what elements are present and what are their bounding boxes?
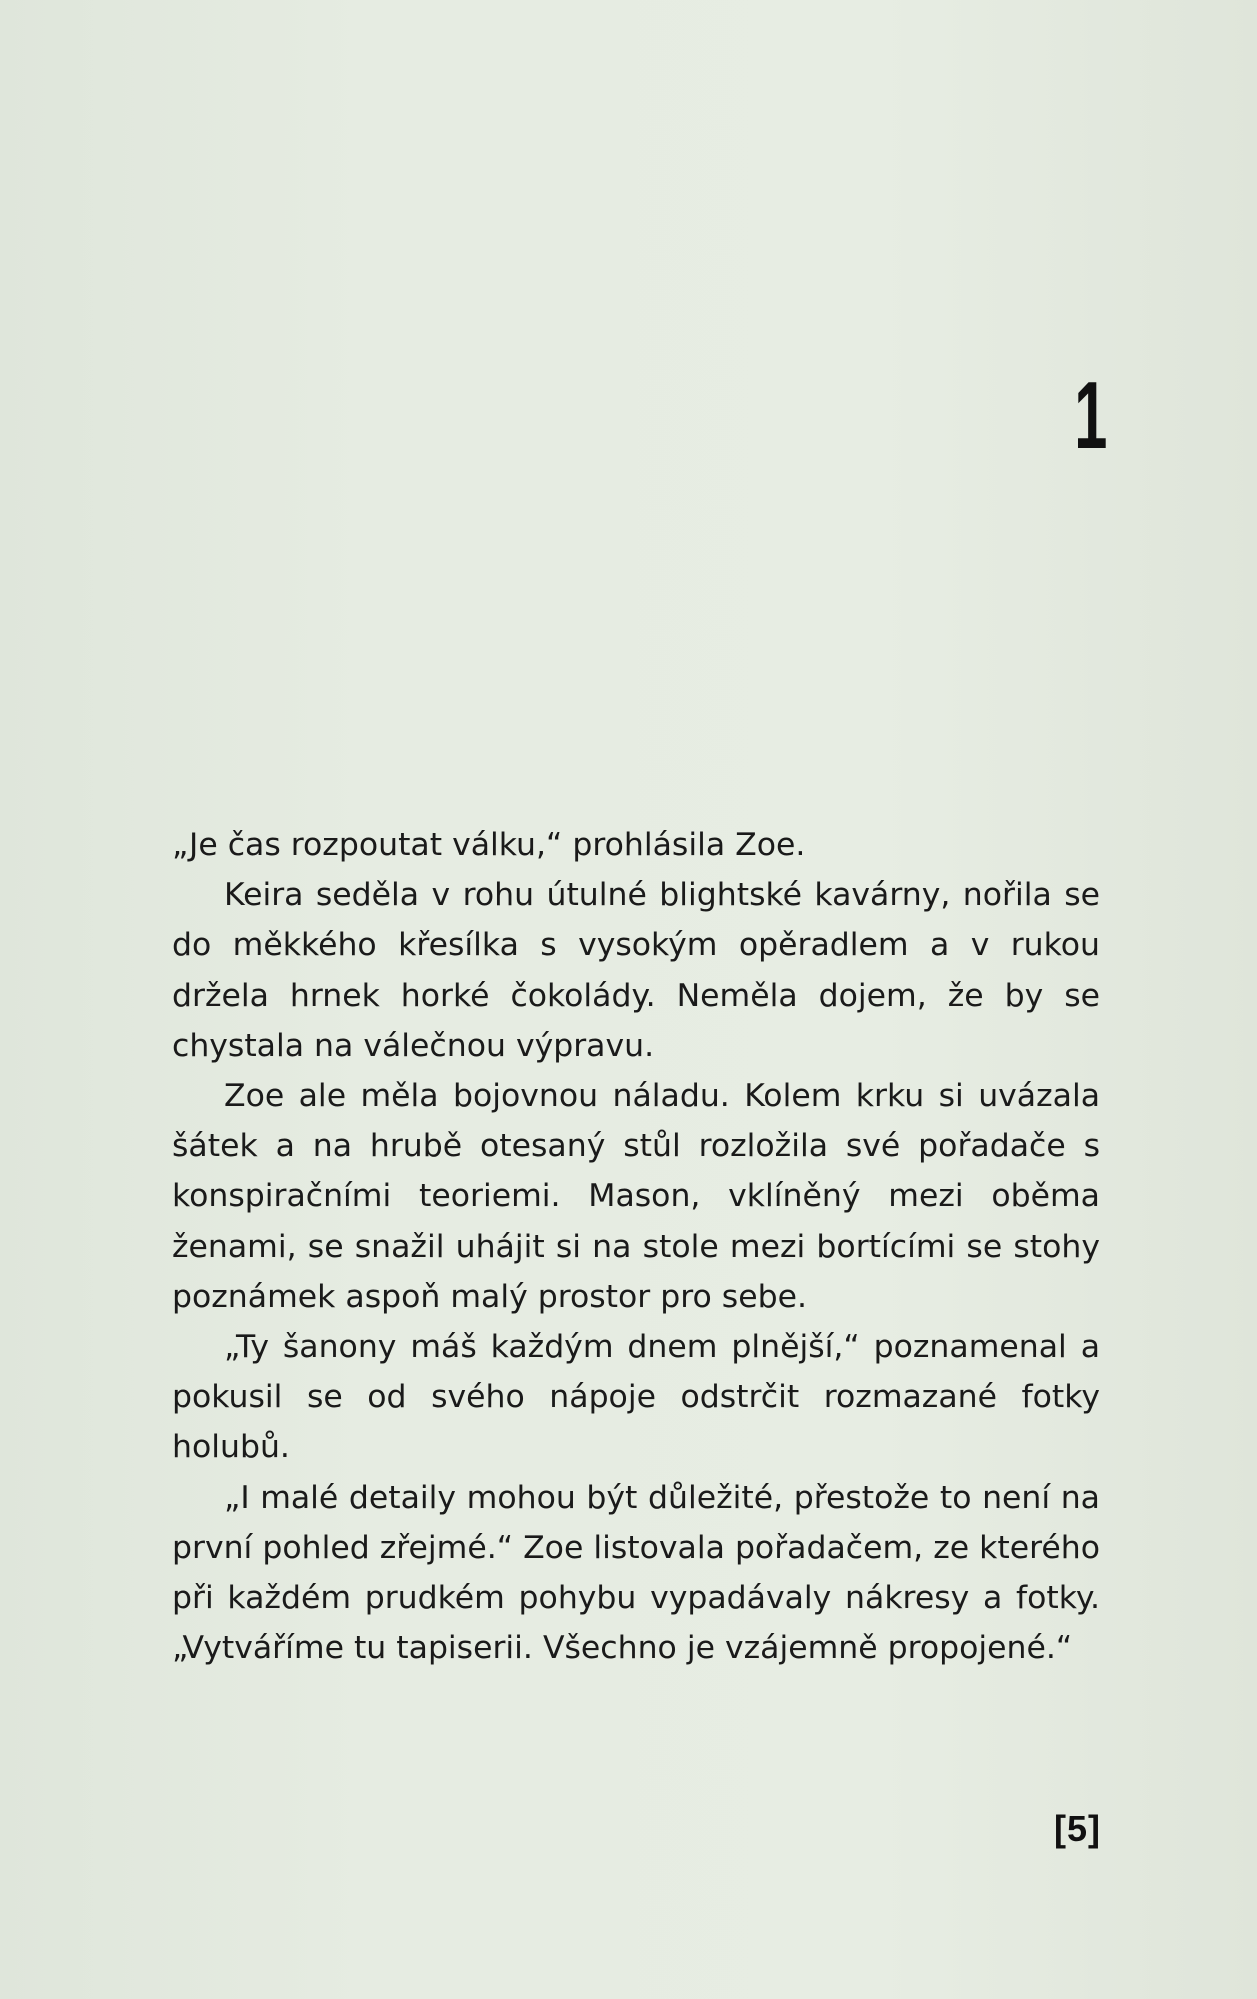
paragraph: „I malé detaily mohou být důležité, přestože to není na první pohled zřejmé.“ Zoe listovala pořadačem, ze kterého při každém prudkém pohybu vypadávaly nákresy a fotky. „Vytváříme tu tapiserii. Všechno je vzájemně propojené.“ xyxy=(172,1479,1100,1667)
paragraph: „Ty šanony máš každým dnem plnější,“ poznamenal a pokusil se od svého nápoje odstrčit rozmazané fotky holubů. xyxy=(172,1329,1100,1466)
chapter-number: 1 xyxy=(1073,362,1107,469)
paragraph: Keira seděla v rohu útulné blightské kavárny, nořila se do měkkého křesílka s vysokým opěradlem a v rukou držela hrnek horké čokolády. Neměla dojem, že by se chystala na válečnou výpravu. xyxy=(172,877,1100,1064)
chapter-body xyxy=(172,820,1100,1673)
page-number: [5] xyxy=(1054,1808,1101,1849)
paragraph: Zoe ale měla bojovnou náladu. Kolem krku si uvázala šátek a na hrubě otesaný stůl rozložila své pořadače s konspiračními teoriemi. Mason, vklíněný mezi oběma ženami, se snažil uhájit si na stole mezi bortícími se stohy poznámek aspoň malý prostor pro sebe. xyxy=(172,1078,1100,1315)
paragraph: „Je čas rozpoutat válku,“ prohlásila Zoe. xyxy=(172,827,806,863)
